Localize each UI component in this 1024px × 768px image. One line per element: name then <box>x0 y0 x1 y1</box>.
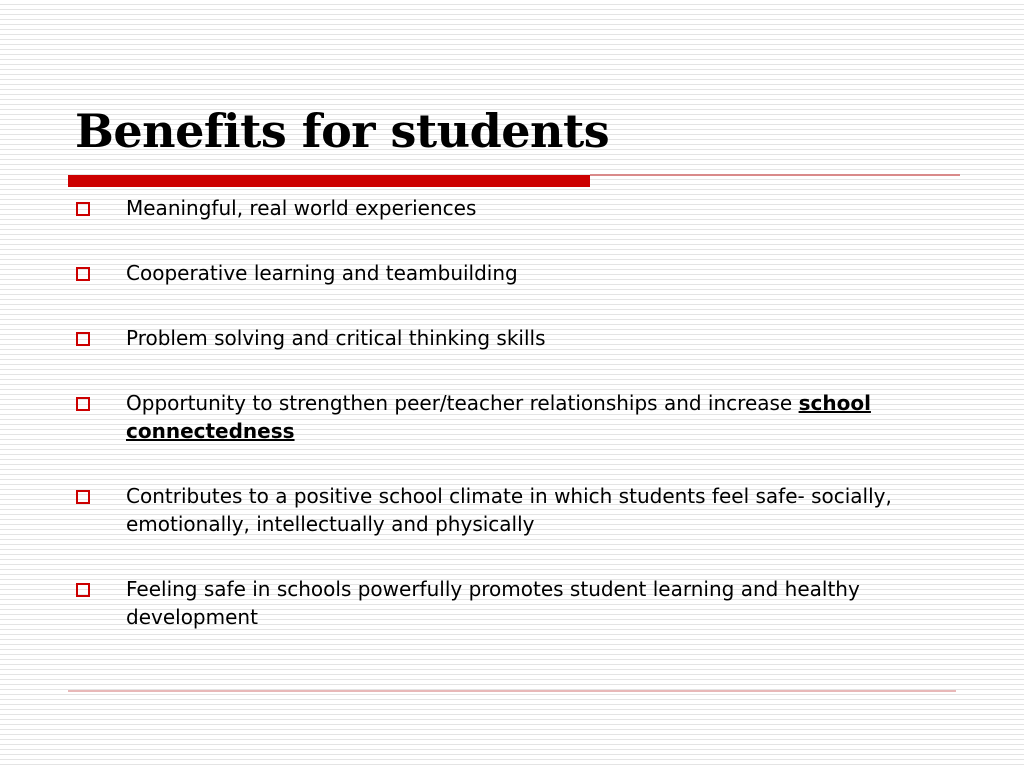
bullet-text: Contributes to a positive school climate in which students feel safe- socially, emotionally, intellectually and physically <box>126 484 892 536</box>
bullet-text: Feeling safe in schools powerfully promotes student learning and healthy development <box>126 577 860 629</box>
hollow-square-icon <box>76 490 90 504</box>
hollow-square-icon <box>76 583 90 597</box>
slide-title: Benefits for students <box>75 104 610 158</box>
bullet-text: Meaningful, real world experiences <box>126 196 477 220</box>
hollow-square-icon <box>76 202 90 216</box>
hollow-square-icon <box>76 267 90 281</box>
title-underline-thin <box>590 174 960 176</box>
bullet-list <box>76 194 916 668</box>
bullet-item <box>76 389 916 445</box>
hollow-square-icon <box>76 397 90 411</box>
bullet-text: Opportunity to strengthen peer/teacher relationships and increase <box>126 391 799 415</box>
hollow-square-icon <box>76 332 90 346</box>
footer-divider <box>68 690 956 692</box>
bullet-text: Problem solving and critical thinking skills <box>126 326 546 350</box>
bullet-item <box>76 324 916 352</box>
bullet-item <box>76 194 916 222</box>
title-underline-accent <box>68 175 590 187</box>
bullet-item <box>76 259 916 287</box>
bullet-text: Cooperative learning and teambuilding <box>126 261 518 285</box>
bullet-item <box>76 482 916 538</box>
bullet-item <box>76 575 916 631</box>
school-connectedness-link[interactable]: school connectedness <box>126 391 871 443</box>
